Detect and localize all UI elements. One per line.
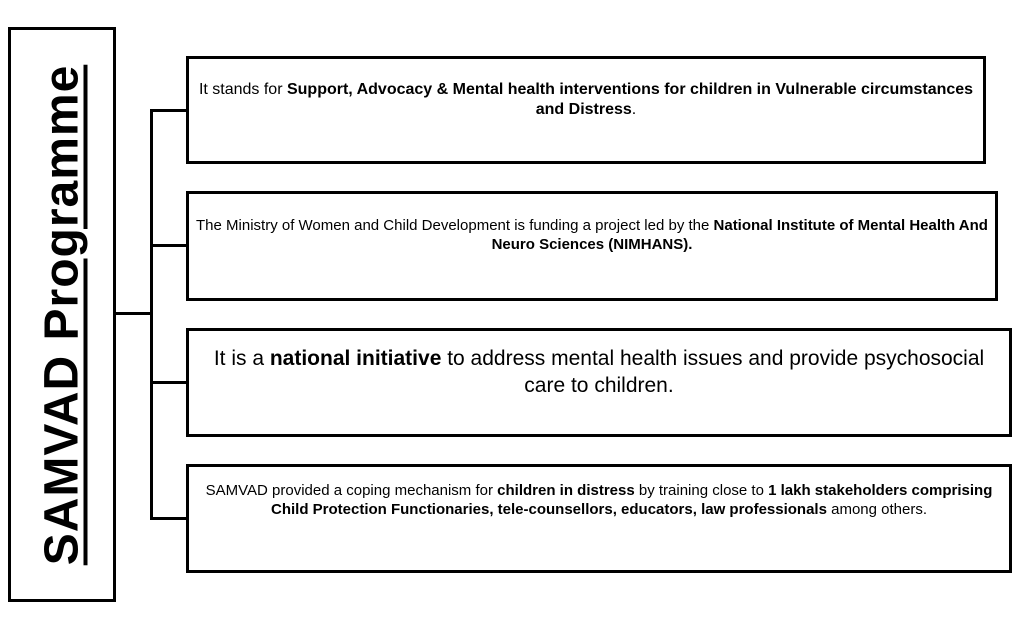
connector-branch-2 [150,244,186,247]
box-2-text-bold: National Institute of Mental Health And Neuro Sciences (NIMHANS). [491,217,988,253]
box-1-text-end: . [631,101,637,118]
box-1-text-bold: Support, Advocacy & Mental health interventions for children in Vulnerable circumstances and Distress [286,81,974,118]
info-box-3-text [193,346,1005,399]
connector-branch-1 [150,109,186,112]
info-box-1-text [193,80,979,120]
box-3-text-regular: It is a [213,347,270,371]
info-box-1 [186,56,986,164]
diagram-title: SAMVAD Programme [35,64,89,565]
box-4-text-bold-2: 1 lakh stakeholders comprising Child Protection Functionaries, tele-counsellors, educators, law professionals [270,481,993,518]
box-4-text-bold-1: children in distress [497,481,635,499]
info-box-2-text [193,217,991,255]
box-3-text-end: to address mental health issues and provide psychosocial care to children. [441,347,985,397]
connector-branch-3 [150,381,186,384]
connector-spine [150,109,153,520]
box-1-text-regular: It stands for [198,81,287,98]
title-box [8,27,116,602]
box-4-text-regular: SAMVAD provided a coping mechanism for [205,481,498,499]
box-2-text-regular: The Ministry of Women and Child Development is funding a project led by the [196,217,714,235]
info-box-3 [186,328,1012,437]
box-3-text-bold: national initiative [269,347,442,371]
info-box-4-text [193,482,1005,520]
info-box-2 [186,191,998,301]
info-box-4 [186,464,1012,573]
connector-branch-4 [150,517,186,520]
connector-main-horizontal [116,312,152,315]
box-4-text-middle: by training close to [634,481,769,499]
box-4-text-end: among others. [826,500,927,518]
